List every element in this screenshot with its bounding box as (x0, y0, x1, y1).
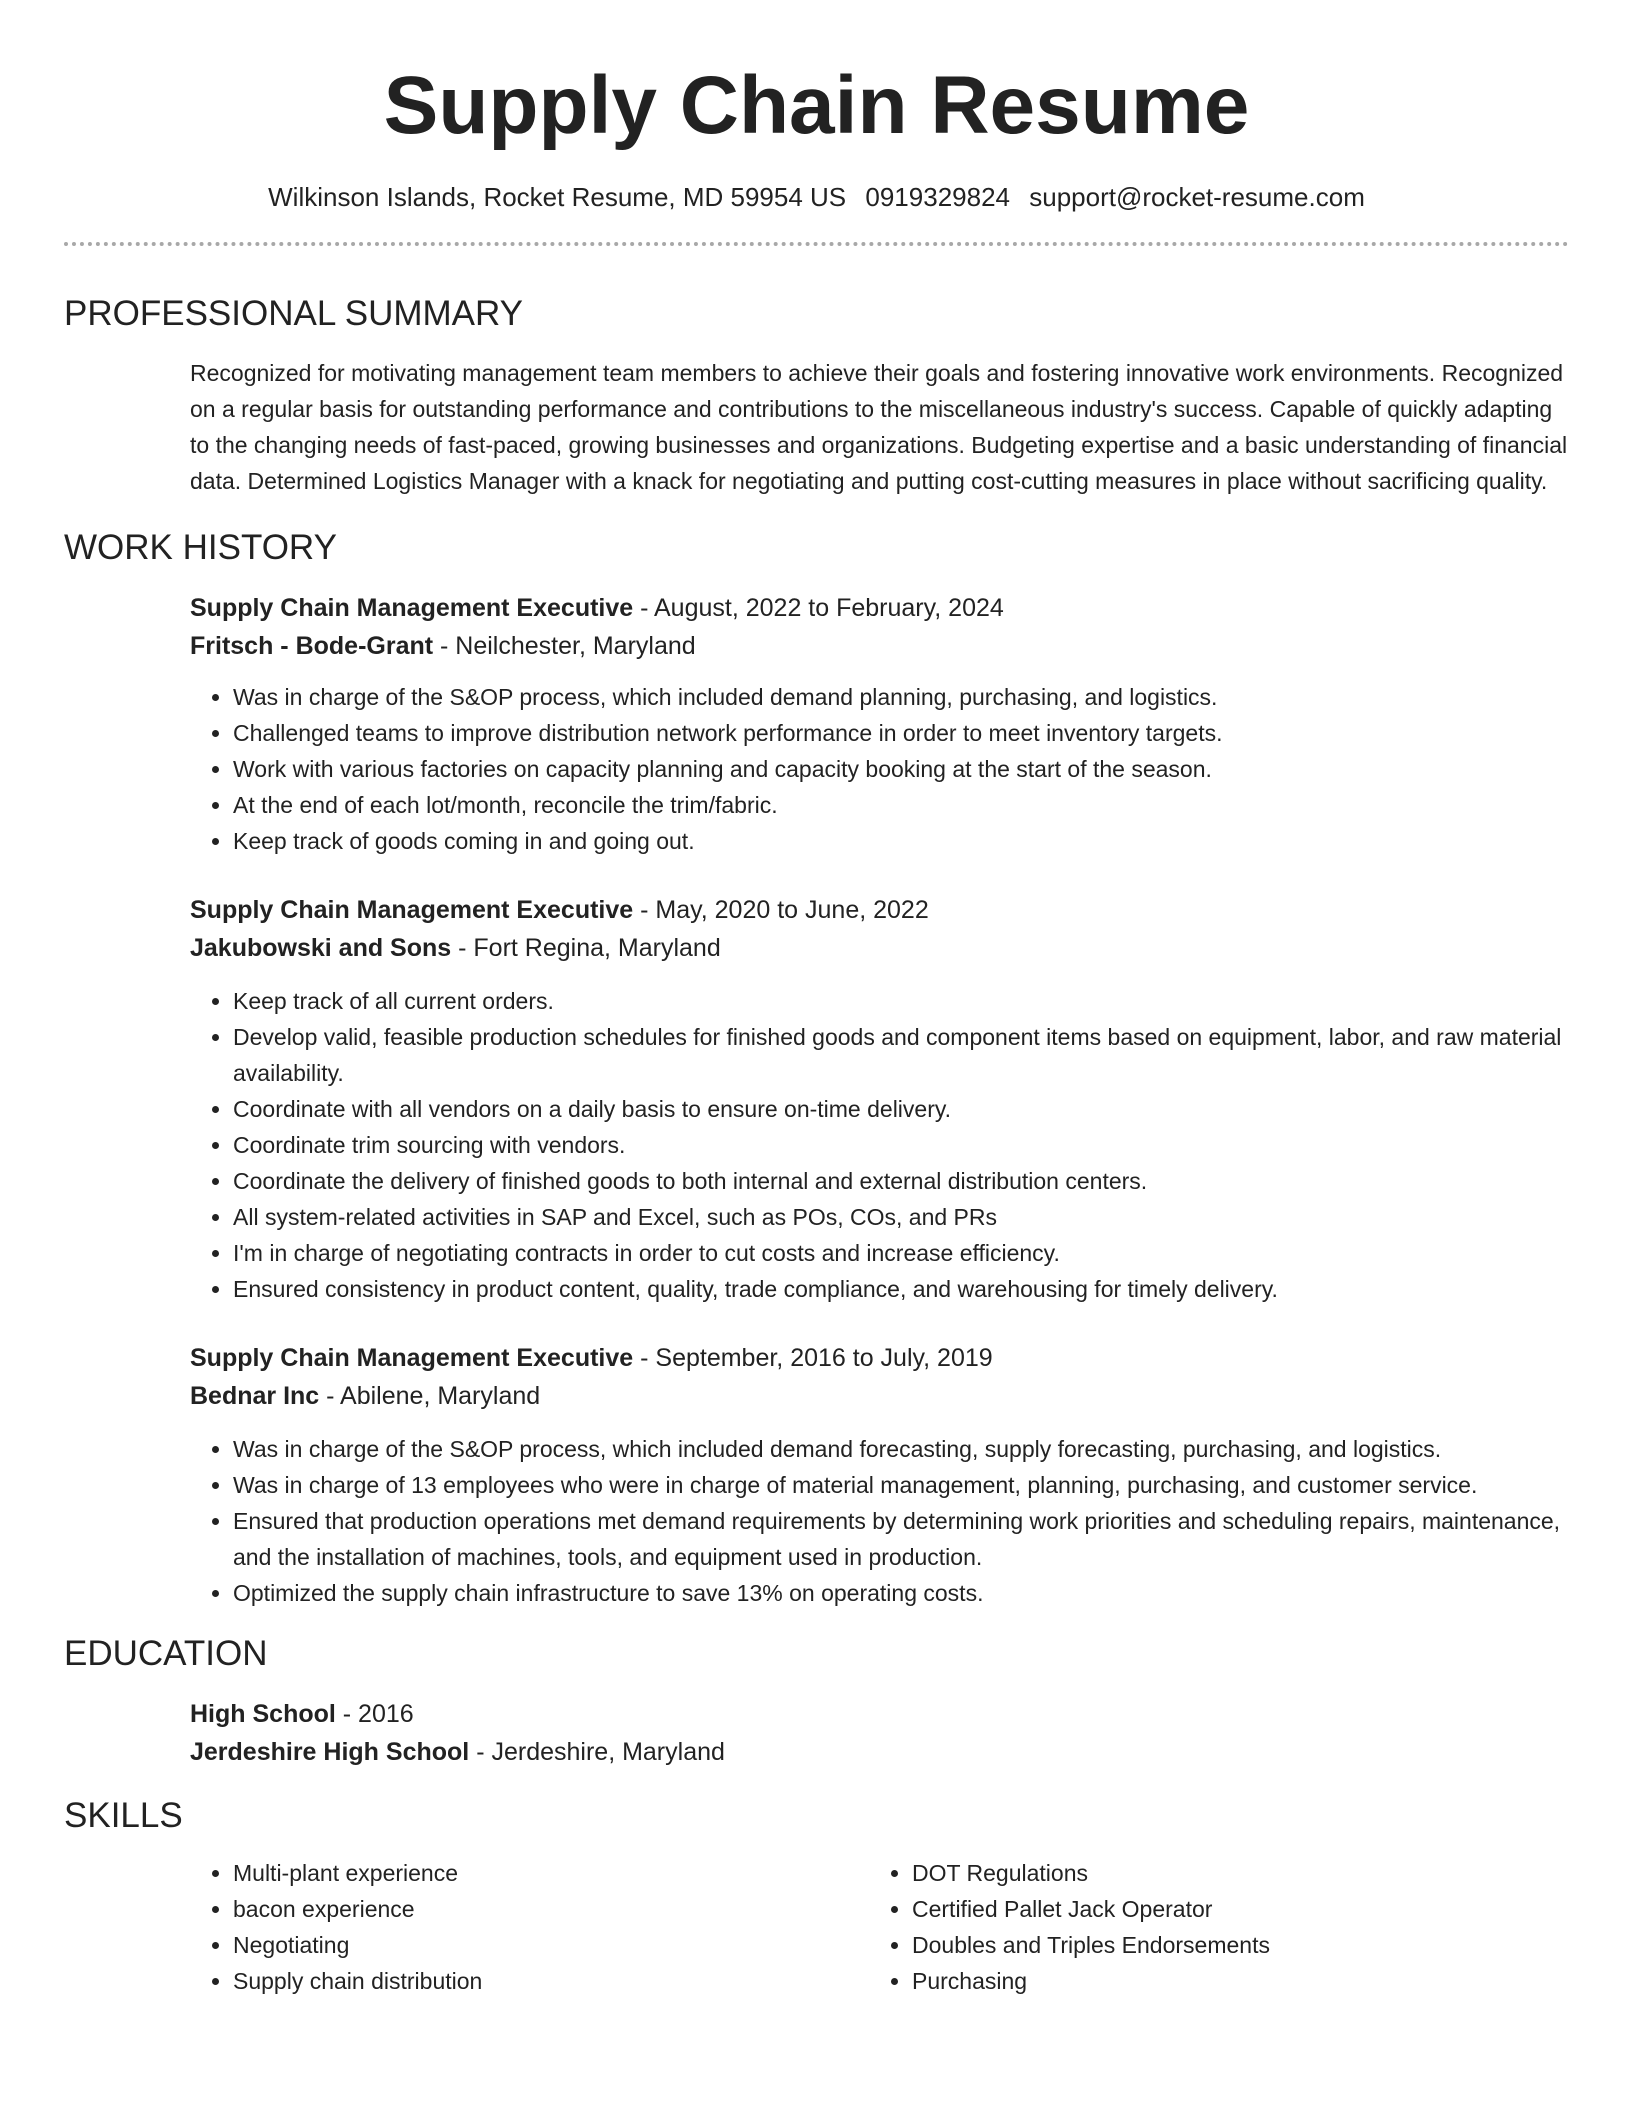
duty-item: • Coordinate the delivery of finished goods to both internal and external distribution centers. (233, 1163, 1569, 1199)
skill-item: • Doubles and Triples Endorsements (912, 1927, 1548, 1963)
company-line (190, 929, 1569, 967)
duty-item: • All system-related activities in SAP and Excel, such as POs, COs, and PRs (233, 1199, 1569, 1235)
skills-list-left (190, 1855, 869, 1999)
skill-item: • DOT Regulations (912, 1855, 1548, 1891)
resume-page (64, 0, 1569, 1999)
job-entry (190, 891, 1569, 1307)
contact-email: support@rocket-resume.com (1029, 182, 1365, 212)
duty-item: • Optimized the supply chain infrastructure to save 13% on operating costs. (233, 1575, 1569, 1611)
duty-item: • Develop valid, feasible production schedules for finished goods and component items based on equipment, labor, and raw material availability. (233, 1019, 1569, 1091)
job-entry (190, 589, 1569, 859)
company-location: - Fort Regina, Maryland (451, 934, 721, 962)
skill-item: • Supply chain distribution (233, 1963, 869, 1999)
duty-item: • Work with various factories on capacity planning and capacity booking at the start of the season. (233, 751, 1569, 787)
duty-item: • Coordinate trim sourcing with vendors. (233, 1127, 1569, 1163)
education-heading: EDUCATION (64, 1634, 268, 1673)
skill-item: • Negotiating (233, 1927, 869, 1963)
job-position: Supply Chain Management Executive (190, 1344, 634, 1372)
duty-item: • Ensured consistency in product content, quality, trade compliance, and warehousing for timely delivery. (233, 1271, 1569, 1307)
job-entry (190, 1339, 1569, 1611)
company-location: - Neilchester, Maryland (433, 632, 696, 660)
school-location: - Jerdeshire, Maryland (469, 1738, 725, 1766)
school-name: Jerdeshire High School (190, 1738, 470, 1766)
job-duties (190, 1431, 1569, 1611)
duty-item: • Was in charge of the S&OP process, which included demand planning, purchasing, and logistics. (233, 679, 1569, 715)
resume-name: Supply Chain Resume (383, 60, 1250, 151)
duty-item: • Ensured that production operations met demand requirements by determining work priorities and scheduling repairs, maintenance, and the installation of machines, tools, and equipment used in production. (233, 1503, 1569, 1575)
duty-item: • Was in charge of 13 employees who were in charge of material management, planning, purchasing, and customer service. (233, 1467, 1569, 1503)
company-name: Jakubowski and Sons (190, 934, 452, 962)
skills-section (64, 1795, 1569, 1999)
skills-columns (190, 1855, 1569, 1999)
company-name: Fritsch - Bode-Grant (190, 632, 434, 660)
job-position: Supply Chain Management Executive (190, 594, 634, 622)
education-entry (190, 1695, 1569, 1771)
duty-item: • Challenged teams to improve distribution network performance in order to meet inventory targets. (233, 715, 1569, 751)
summary-section (64, 293, 1569, 499)
job-duties (190, 983, 1569, 1307)
job-title-line (190, 589, 1569, 627)
job-title-line (190, 1339, 1569, 1377)
graduation-year: - 2016 (335, 1700, 414, 1728)
duty-item: • At the end of each lot/month, reconcile the trim/fabric. (233, 787, 1569, 823)
summary-heading: PROFESSIONAL SUMMARY (64, 294, 523, 333)
contact-line (64, 180, 1569, 214)
work-history-heading: WORK HISTORY (64, 528, 337, 567)
skills-heading: SKILLS (64, 1796, 183, 1835)
company-line (190, 627, 1569, 665)
header-divider (64, 242, 1569, 246)
summary-text: Recognized for motivating management team members to achieve their goals and fostering innovative work environments. Recognized on a regular basis for outstanding performance and contributions to the miscellaneous industry's success. Capable of quickly adapting to the changing needs of fast-paced, growing businesses and organizations. Budgeting expertise and a basic understanding of financial data. Determined Logistics Manager with a knack for negotiating and putting cost-cutting measures in place without sacrificing quality. (190, 360, 1568, 494)
contact-address: Wilkinson Islands, Rocket Resume, MD 59954 US (268, 182, 847, 212)
skills-list-right (869, 1855, 1548, 1999)
company-name: Bednar Inc (190, 1382, 320, 1410)
job-dates: - May, 2020 to June, 2022 (633, 896, 929, 924)
skill-item: • bacon experience (233, 1891, 869, 1927)
school-line (190, 1733, 1569, 1771)
work-history-section (64, 527, 1569, 1611)
job-title-line (190, 891, 1569, 929)
job-duties (190, 679, 1569, 859)
skill-item: • Purchasing (912, 1963, 1548, 1999)
job-dates: - August, 2022 to February, 2024 (633, 594, 1004, 622)
skill-item: • Certified Pallet Jack Operator (912, 1891, 1548, 1927)
duty-item: • Was in charge of the S&OP process, which included demand forecasting, supply forecasting, purchasing, and logistics. (233, 1431, 1569, 1467)
degree: High School (190, 1700, 336, 1728)
skill-item: • Multi-plant experience (233, 1855, 869, 1891)
duty-item: • Keep track of all current orders. (233, 983, 1569, 1019)
duty-item: • Keep track of goods coming in and going out. (233, 823, 1569, 859)
resume-header (64, 58, 1569, 246)
degree-line (190, 1695, 1569, 1733)
company-line (190, 1377, 1569, 1415)
duty-item: • I'm in charge of negotiating contracts in order to cut costs and increase efficiency. (233, 1235, 1569, 1271)
job-position: Supply Chain Management Executive (190, 896, 634, 924)
job-dates: - September, 2016 to July, 2019 (633, 1344, 993, 1372)
company-location: - Abilene, Maryland (319, 1382, 541, 1410)
contact-phone: 0919329824 (865, 182, 1010, 212)
duty-item: • Coordinate with all vendors on a daily basis to ensure on-time delivery. (233, 1091, 1569, 1127)
education-section (64, 1633, 1569, 1771)
